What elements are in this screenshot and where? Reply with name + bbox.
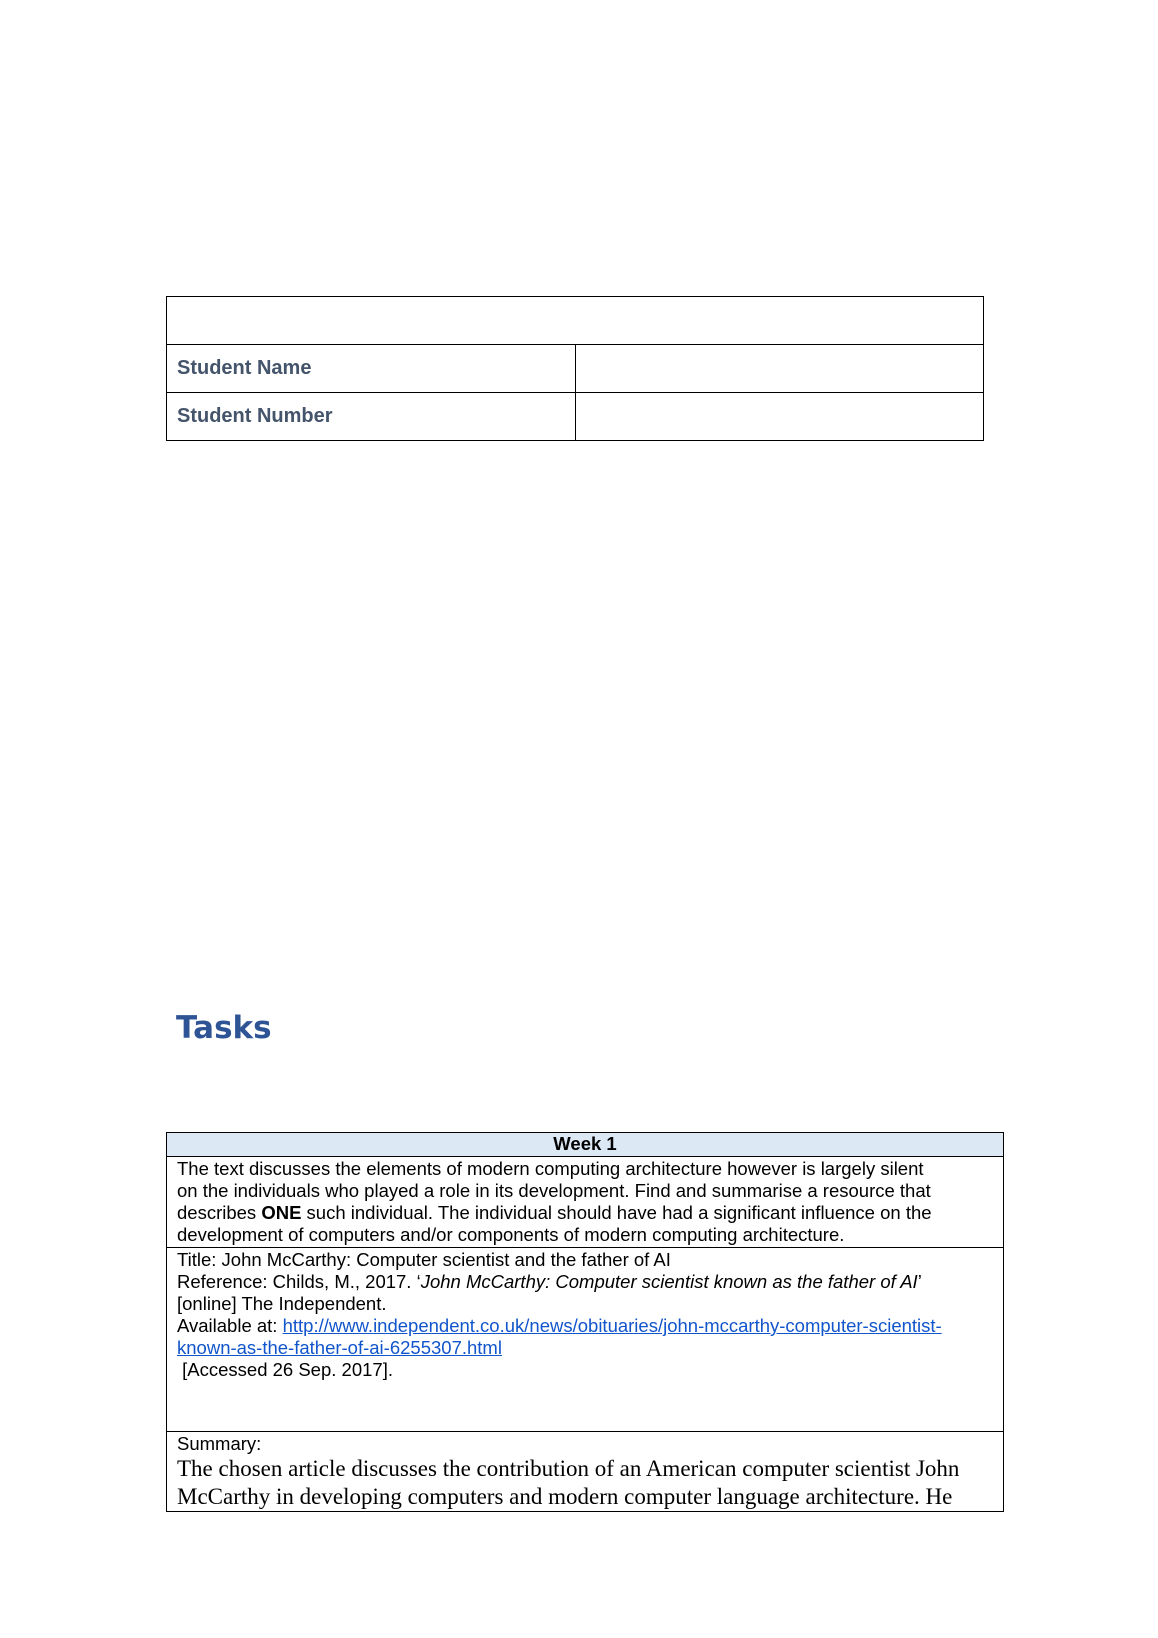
student-name-field[interactable] (575, 345, 984, 393)
summary-label: Summary: (177, 1433, 262, 1454)
reference-title: Title: John McCarthy: Computer scientist and the father of AI (177, 1249, 671, 1270)
task-line-3 (177, 1202, 993, 1224)
summary-row (167, 1432, 1004, 1512)
task-line-3-before: describes (177, 1202, 262, 1223)
reference-link-part-2[interactable]: known-as-the-father-of-ai-6255307.html (177, 1337, 502, 1358)
task-description-cell (167, 1157, 1004, 1248)
task-emphasis-one: ONE (261, 1202, 302, 1223)
student-number-row (167, 393, 984, 441)
task-line-2: on the individuals who played a role in its development. Find and summarise a resource that (177, 1180, 931, 1201)
student-number-field[interactable] (575, 393, 984, 441)
tasks-heading: Tasks (176, 1010, 272, 1046)
reference-prefix: Reference: Childs, M., 2017. ‘ (177, 1271, 421, 1292)
summary-line-1: The chosen article discusses the contribution of an American computer scientist John (177, 1456, 960, 1481)
reference-cell (167, 1248, 1004, 1432)
task-line-4: development of computers and/or components of modern computing architecture. (177, 1224, 845, 1245)
student-name-label: Student Name (167, 345, 576, 393)
student-name-row (167, 345, 984, 393)
reference-row (167, 1248, 1004, 1432)
summary-line-2: McCarthy in developing computers and modern computer language architecture. He (177, 1484, 953, 1509)
task-description-row (167, 1157, 1004, 1248)
week-header-row (167, 1133, 1004, 1157)
student-info-header-cell[interactable] (167, 297, 984, 345)
task-line-1: The text discusses the elements of modern computing architecture however is largely silent (177, 1158, 924, 1179)
reference-available (177, 1315, 993, 1337)
reference-accessed: [Accessed 26 Sep. 2017]. (177, 1359, 393, 1380)
week-1-table (166, 1132, 1004, 1512)
reference-suffix: ’ (917, 1271, 922, 1292)
student-number-label: Student Number (167, 393, 576, 441)
week-header: Week 1 (167, 1133, 1004, 1157)
student-info-header-row (167, 297, 984, 345)
reference-online: [online] The Independent. (177, 1293, 387, 1314)
reference-article-title: John McCarthy: Computer scientist known as the father of AI (420, 1271, 918, 1292)
reference-citation (177, 1271, 993, 1293)
summary-cell (167, 1432, 1004, 1512)
task-line-3-after: such individual. The individual should have had a significant influence on the (301, 1202, 932, 1223)
available-prefix: Available at: (177, 1315, 283, 1336)
student-info-table (166, 296, 984, 441)
reference-link-part-1[interactable]: http://www.independent.co.uk/news/obituaries/john-mccarthy-computer-scientist- (282, 1315, 942, 1336)
